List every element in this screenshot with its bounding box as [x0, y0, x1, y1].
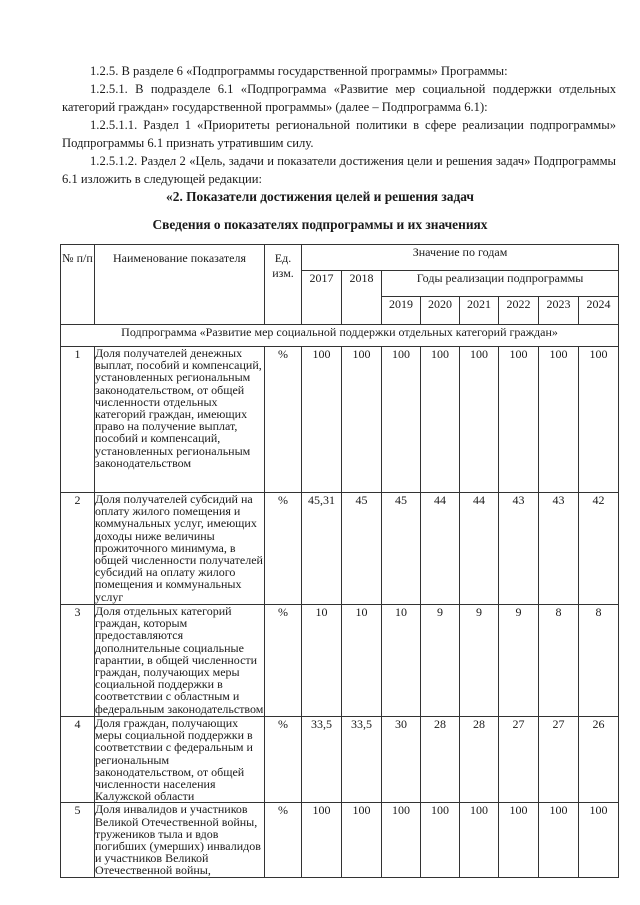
paragraph-1-2-5-1: 1.2.5.1. В подразделе 6.1 «Подпрограмма «Развитие мер социальной поддержки отдельных категорий граждан» государственной программы» (далее – Подпрограмма 6.1): — [62, 82, 616, 114]
row-value-2017: 100 — [302, 347, 342, 493]
header-year-2017: 2017 — [302, 271, 342, 325]
paragraph-1-2-5-1-2: 1.2.5.1.2. Раздел 2 «Цель, задачи и показатели достижения цели и решения задач» Подпрограммы 6.1 изложить в следующей редакции: — [62, 154, 616, 186]
table-row — [61, 717, 619, 803]
row-value-2024: 100 — [579, 803, 619, 877]
row-value-2019: 100 — [382, 347, 421, 493]
row-value-2023: 100 — [539, 803, 579, 877]
table-row — [61, 803, 619, 877]
table-row — [61, 605, 619, 717]
paragraph-1-2-5-1-1: 1.2.5.1.1. Раздел 1 «Приоритеты региональной политики в сфере реализации подпрограммы» Подпрограммы 6.1 признать утратившим силу. — [62, 118, 616, 150]
row-unit: % — [265, 493, 302, 605]
row-indicator-name: Доля получателей денежных выплат, пособий и компенсаций, установленных региональным законодательством, от общей численности отдельных категорий граждан, имеющих право на получение выплат, пособий и компенсаций, установленных региональным законодательством — [95, 347, 265, 493]
table-heading: Сведения о показателях подпрограммы и их значениях — [152, 217, 488, 232]
header-indicator-name: Наименование показателя — [95, 245, 265, 325]
row-num: 1 — [61, 347, 95, 493]
row-value-2017: 10 — [302, 605, 342, 717]
row-value-2021: 9 — [460, 605, 499, 717]
header-unit: Ед. изм. — [265, 245, 302, 325]
row-value-2023: 100 — [539, 347, 579, 493]
header-year-2019: 2019 — [382, 297, 421, 325]
table-row — [61, 493, 619, 605]
row-num: 2 — [61, 493, 95, 605]
row-value-2020: 44 — [421, 493, 460, 605]
row-value-2018: 33,5 — [342, 717, 382, 803]
subprogram-title-row: Подпрограмма «Развитие мер социальной поддержки отдельных категорий граждан» — [61, 325, 619, 347]
row-value-2023: 27 — [539, 717, 579, 803]
row-value-2017: 100 — [302, 803, 342, 877]
section-heading: «2. Показатели достижения целей и решения задач — [166, 189, 474, 204]
row-value-2021: 28 — [460, 717, 499, 803]
row-value-2024: 8 — [579, 605, 619, 717]
row-indicator-name: Доля граждан, получающих меры социальной поддержки в соответствии с федеральным и региональным законодательством, от общей численности населения Калужской области — [95, 717, 265, 803]
row-unit: % — [265, 347, 302, 493]
row-value-2019: 100 — [382, 803, 421, 877]
row-value-2020: 28 — [421, 717, 460, 803]
row-value-2021: 100 — [460, 803, 499, 877]
row-value-2020: 9 — [421, 605, 460, 717]
row-value-2019: 30 — [382, 717, 421, 803]
row-value-2019: 10 — [382, 605, 421, 717]
row-indicator-name: Доля получателей субсидий на оплату жилого помещения и коммунальных услуг, имеющих доходы ниже величины прожиточного минимума, в общей численности получателей субсидий на оплату жилого помещения и коммунальных услуг — [95, 492, 263, 604]
indicators-table — [60, 244, 619, 878]
row-value-2018: 10 — [342, 605, 382, 717]
row-value-2020: 100 — [421, 347, 460, 493]
header-num: № п/п — [61, 245, 95, 325]
row-value-2022: 100 — [499, 803, 539, 877]
paragraph-1-2-5: 1.2.5. В разделе 6 «Подпрограммы государственной программы» Программы: — [90, 64, 508, 78]
row-value-2023: 8 — [539, 605, 579, 717]
row-value-2021: 100 — [460, 347, 499, 493]
header-year-2018: 2018 — [342, 271, 382, 325]
row-indicator-name: Доля инвалидов и участников Великой Отечественной войны, тружеников тыла и вдов погибших (умерших) инвалидов и участников Великой Отечественной войны, — [95, 803, 265, 877]
row-value-2023: 43 — [539, 493, 579, 605]
header-year-2020: 2020 — [421, 297, 460, 325]
row-indicator-name: Доля отдельных категорий граждан, которым предоставляются дополнительные социальные гарантии, в общей численности граждан, получающих меры социальной поддержки в соответствии с областным и федеральным законодательством — [95, 604, 264, 716]
row-value-2018: 45 — [342, 493, 382, 605]
row-num: 3 — [61, 605, 95, 717]
row-value-2018: 100 — [342, 803, 382, 877]
row-value-2019: 45 — [382, 493, 421, 605]
row-unit: % — [265, 717, 302, 803]
row-value-2024: 26 — [579, 717, 619, 803]
header-year-2024: 2024 — [579, 297, 619, 325]
header-year-2023: 2023 — [539, 297, 579, 325]
header-year-2022: 2022 — [499, 297, 539, 325]
row-value-2022: 100 — [499, 347, 539, 493]
header-year-2021: 2021 — [460, 297, 499, 325]
table-row — [61, 347, 619, 493]
header-values-by-year: Значение по годам — [302, 245, 619, 271]
row-unit: % — [265, 605, 302, 717]
row-value-2021: 44 — [460, 493, 499, 605]
row-value-2020: 100 — [421, 803, 460, 877]
row-value-2024: 100 — [579, 347, 619, 493]
row-value-2022: 9 — [499, 605, 539, 717]
row-value-2017: 45,31 — [302, 493, 342, 605]
row-num: 5 — [61, 803, 95, 877]
row-value-2024: 42 — [579, 493, 619, 605]
row-num: 4 — [61, 717, 95, 803]
header-program-years: Годы реализации подпрограммы — [382, 271, 619, 297]
row-value-2022: 43 — [499, 493, 539, 605]
row-value-2017: 33,5 — [302, 717, 342, 803]
row-value-2018: 100 — [342, 347, 382, 493]
row-value-2022: 27 — [499, 717, 539, 803]
row-unit: % — [265, 803, 302, 877]
